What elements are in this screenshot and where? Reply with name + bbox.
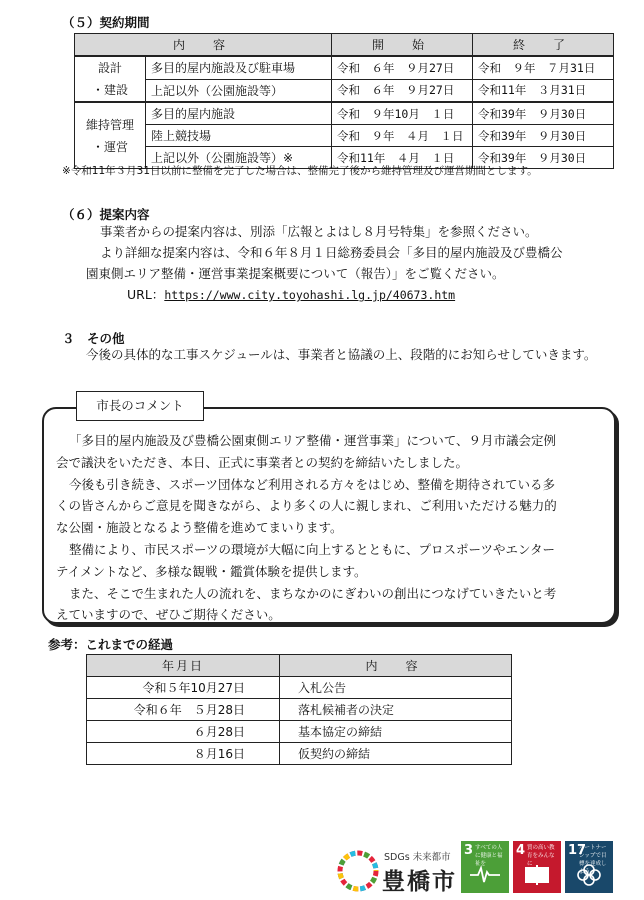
- history-date: ６月28日: [87, 721, 280, 743]
- row-start: 令和 ９年10月 １日: [332, 102, 473, 125]
- proposal-line-3: 園東側エリア整備・運営事業提案概要について（報告）」をご覧ください。: [86, 266, 505, 281]
- history-table: [86, 654, 512, 765]
- row-content: 陸上競技場: [146, 125, 332, 147]
- table-row: [75, 102, 614, 125]
- history-content: 仮契約の締結: [280, 743, 512, 765]
- category-line: 維持管理: [85, 117, 134, 132]
- table-row: [75, 79, 614, 102]
- sdg-text: すべての人に健康と福祉を: [475, 845, 503, 867]
- contract-period-heading: （５）契約期間: [62, 15, 150, 30]
- proposal-heading: （６）提案内容: [62, 207, 150, 222]
- city-name: 豊橋市: [382, 868, 457, 895]
- column-header-start: 開 始: [332, 34, 473, 57]
- mayor-comment-label: 市長のコメント: [76, 391, 204, 421]
- sdg-text: パートナーシップで目標を達成しよう: [579, 845, 607, 875]
- table-row: [87, 743, 512, 765]
- contract-period-table: [74, 33, 614, 169]
- history-content: 入札公告: [280, 677, 512, 699]
- sdg-number: 4: [516, 843, 526, 858]
- comment-line: 「多目的屋内施設及び豊橋公園東側エリア整備・運営事業」について、９月市議会定例: [69, 433, 557, 448]
- comment-line: 整備により、市民スポーツの環境が大幅に向上するとともに、プロスポーツやエンター: [69, 541, 556, 557]
- row-end: 令和39年 ９月30日: [473, 102, 614, 125]
- sdg-goal-4-tile: [513, 841, 561, 893]
- partnership-flower-icon: [574, 863, 604, 887]
- row-content: 多目的屋内施設: [146, 102, 332, 125]
- table-header-row: [75, 34, 614, 57]
- proposal-url-link[interactable]: https://www.city.toyohashi.lg.jp/40673.htm: [164, 288, 456, 302]
- proposal-url-line: [127, 285, 455, 305]
- history-date: 令和６年 ５月28日: [87, 699, 280, 721]
- row-start: 令和11年 ４月 １日: [332, 147, 473, 169]
- row-content: 多目的屋内施設及び駐車場: [146, 56, 332, 79]
- proposal-line-2: より詳細な提案内容は、令和６年８月１日総務委員会「多目的屋内施設及び豊橋公: [100, 245, 563, 260]
- category-maintenance-operation: [75, 102, 146, 169]
- history-content: 基本協定の締結: [280, 721, 512, 743]
- row-start: 令和 ６年 ９月27日: [332, 79, 473, 102]
- book-icon: [522, 863, 552, 887]
- sdgs-city-logo: [336, 843, 458, 895]
- table-row: [75, 56, 614, 79]
- row-end: 令和 ９年 ７月31日: [473, 56, 614, 79]
- sdg-goal-17-tile: [565, 841, 613, 893]
- proposal-line-1: 事業者からの提案内容は、別添「広報とよはし８月号特集」を参照ください。: [100, 224, 538, 239]
- row-content: 上記以外（公園施設等）※: [146, 147, 332, 169]
- category-line: 設計: [97, 61, 122, 75]
- comment-line: 今後も引き続き、スポーツ団体など利用される方々をはじめ、整備を期待されている多: [69, 476, 556, 492]
- other-heading: ３ その他: [62, 331, 125, 346]
- sdg-number: 17: [568, 843, 587, 858]
- sdg-text: 質の高い教育をみんなに: [527, 845, 555, 867]
- sdgs-wheel-icon: [336, 849, 380, 893]
- other-text: 今後の具体的な工事スケジュールは、事業者と協議の上、段階的にお知らせしていきます。: [86, 347, 597, 362]
- row-start: 令和 ９年 ４月 １日: [332, 125, 473, 147]
- row-end: 令和39年 ９月30日: [473, 147, 614, 169]
- column-header-content: 内 容: [75, 34, 332, 57]
- table-header-row: [87, 655, 512, 677]
- row-content: 上記以外（公園施設等）: [146, 79, 332, 102]
- comment-line: な公園・施設となるよう整備を進めてまいります。: [56, 520, 343, 536]
- comment-line: また、そこで生まれた人の流れを、まちなかのにぎわいの創出につなげていきたいと考: [69, 585, 557, 601]
- sdgs-label: SDGs 未来都市: [384, 852, 451, 863]
- category-line: ・建設: [91, 83, 128, 97]
- history-date: 令和５年10月27日: [87, 677, 280, 699]
- history-date: ８月16日: [87, 743, 280, 765]
- table-row: [75, 125, 614, 147]
- category-design-build: [75, 56, 146, 102]
- contract-period-note: ※令和11年３月31日以前に整備を完了した場合は、整備完了後から維持管理及び運営期間とします。: [62, 165, 538, 177]
- history-content: 落札候補者の決定: [280, 699, 512, 721]
- column-header-end: 終 了: [473, 34, 614, 57]
- category-line: ・運営: [91, 139, 128, 154]
- column-header-content: 内 容: [280, 655, 512, 677]
- mayor-comment-text: [56, 430, 557, 626]
- row-end: 令和39年 ９月30日: [473, 125, 614, 147]
- history-heading: 参考：これまでの経過: [48, 637, 174, 652]
- heartbeat-icon: [470, 863, 500, 885]
- comment-line: 会で議決をいただき、本日、正式に事業者との契約を締結いたしました。: [56, 454, 469, 470]
- comment-line: くの皆さんからご意見を聞きながら、より多くの人に親しまれ、ご利用いただける魅力的: [56, 498, 557, 514]
- sdg-number: 3: [464, 843, 474, 858]
- comment-line: テイメントなど、多様な観戦・鑑賞体験を提供します。: [56, 563, 367, 579]
- sdg-goal-3-tile: [461, 841, 509, 893]
- row-end: 令和11年 ３月31日: [473, 79, 614, 102]
- table-row: [87, 721, 512, 743]
- comment-line: えていますので、ぜひご期待ください。: [56, 607, 281, 623]
- url-label: URL：: [127, 287, 165, 302]
- table-row: [87, 699, 512, 721]
- row-start: 令和 ６年 ９月27日: [332, 56, 473, 79]
- column-header-date: 年月日: [87, 655, 280, 677]
- table-row: [87, 677, 512, 699]
